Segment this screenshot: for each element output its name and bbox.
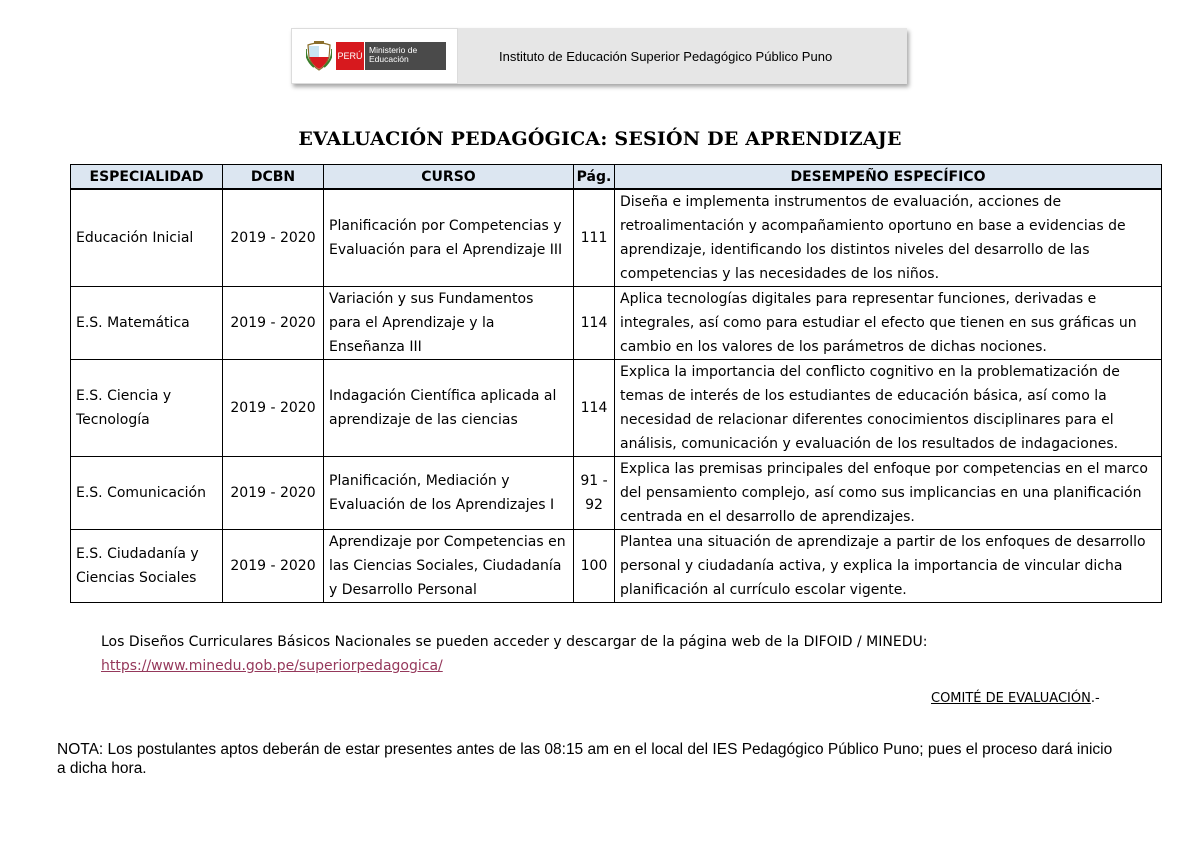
header-dcbn: DCBN	[223, 165, 324, 190]
cell-especialidad: Educación Inicial	[71, 189, 223, 287]
note-text: NOTA: Los postulantes aptos deberán de estar presentes antes de las 08:15 am en el local del IES Pedagógico Público Puno; pues el proceso dará inicio a dicha hora.	[57, 741, 1113, 777]
table-header-row	[71, 165, 1162, 190]
cell-pag: 114	[574, 287, 615, 360]
curriculum-info-text: Los Diseños Curriculares Básicos Nacionales se pueden acceder y descargar de la página web de la DIFOID / MINEDU:	[101, 634, 928, 650]
cell-pag: 100	[574, 530, 615, 603]
cell-desempeno: Explica la importancia del conflicto cognitivo en la problematización de temas de interés de los estudiantes de educación básica, así como la necesidad de relacionar diferentes conocimientos disciplinares para el análisis, comunicación y evaluación de los resultados de indagaciones.	[615, 360, 1162, 457]
cell-especialidad: E.S. Matemática	[71, 287, 223, 360]
page-title: EVALUACIÓN PEDAGÓGICA: SESIÓN DE APRENDIZAJE	[298, 128, 902, 150]
cell-especialidad: E.S. Ciencia y Tecnología	[71, 360, 223, 457]
table-row	[71, 530, 1162, 603]
cell-curso: Indagación Científica aplicada al aprendizaje de las ciencias	[324, 360, 574, 457]
table-row	[71, 457, 1162, 530]
cell-curso: Planificación, Mediación y Evaluación de los Aprendizajes I	[324, 457, 574, 530]
table-row	[71, 287, 1162, 360]
cell-pag: 114	[574, 360, 615, 457]
cell-dcbn: 2019 - 2020	[223, 457, 324, 530]
ministry-logo-text: Ministerio de Educación	[365, 42, 446, 70]
committee-signature	[931, 691, 1100, 706]
cell-especialidad: E.S. Ciudadanía y Ciencias Sociales	[71, 530, 223, 603]
cell-curso: Variación y sus Fundamentos para el Aprendizaje y la Enseñanza III	[324, 287, 574, 360]
ministry-logo	[291, 28, 458, 84]
cell-desempeno: Aplica tecnologías digitales para representar funciones, derivadas e integrales, así como para estudiar el efecto que tienen en sus gráficas un cambio en los valores de los parámetros de dichas nociones.	[615, 287, 1162, 360]
cell-desempeno: Diseña e implementa instrumentos de evaluación, acciones de retroalimentación y acompañamiento oportuno en base a evidencias de aprendizaje, identificando los distintos niveles del desarrollo de las competencias y las necesidades de los niños.	[615, 189, 1162, 287]
peru-logo-text: PERÚ	[336, 42, 364, 70]
cell-pag: 111	[574, 189, 615, 287]
header-curso: CURSO	[324, 165, 574, 190]
cell-curso: Planificación por Competencias y Evaluación para el Aprendizaje III	[324, 189, 574, 287]
minedu-link[interactable]: https://www.minedu.gob.pe/superiorpedagogica/	[101, 658, 443, 674]
table-row	[71, 360, 1162, 457]
header-pag: Pág.	[574, 165, 615, 190]
committee-name: COMITÉ DE EVALUACIÓN	[931, 691, 1091, 706]
cell-dcbn: 2019 - 2020	[223, 189, 324, 287]
cell-dcbn: 2019 - 2020	[223, 287, 324, 360]
committee-suffix: .-	[1090, 691, 1100, 706]
cell-desempeno: Explica las premisas principales del enfoque por competencias en el marco del pensamiento complejo, así como sus implicancias en una planificación centrada en el desarrollo de aprendizajes.	[615, 457, 1162, 530]
header-especialidad: ESPECIALIDAD	[71, 165, 223, 190]
coat-of-arms-icon	[306, 41, 332, 71]
cell-pag: 91 - 92	[574, 457, 615, 530]
cell-desempeno: Plantea una situación de aprendizaje a partir de los enfoques de desarrollo personal y ciudadanía activa, y explica la importancia de vincular dicha planificación al currículo escolar vigente.	[615, 530, 1162, 603]
evaluation-table	[70, 164, 1162, 603]
table-row	[71, 189, 1162, 287]
institution-name: Instituto de Educación Superior Pedagógico Público Puno	[458, 28, 907, 84]
header-desempeno: DESEMPEÑO ESPECÍFICO	[615, 165, 1162, 190]
cell-especialidad: E.S. Comunicación	[71, 457, 223, 530]
cell-curso: Aprendizaje por Competencias en las Ciencias Sociales, Ciudadanía y Desarrollo Personal	[324, 530, 574, 603]
header-banner	[291, 28, 907, 84]
cell-dcbn: 2019 - 2020	[223, 530, 324, 603]
cell-dcbn: 2019 - 2020	[223, 360, 324, 457]
